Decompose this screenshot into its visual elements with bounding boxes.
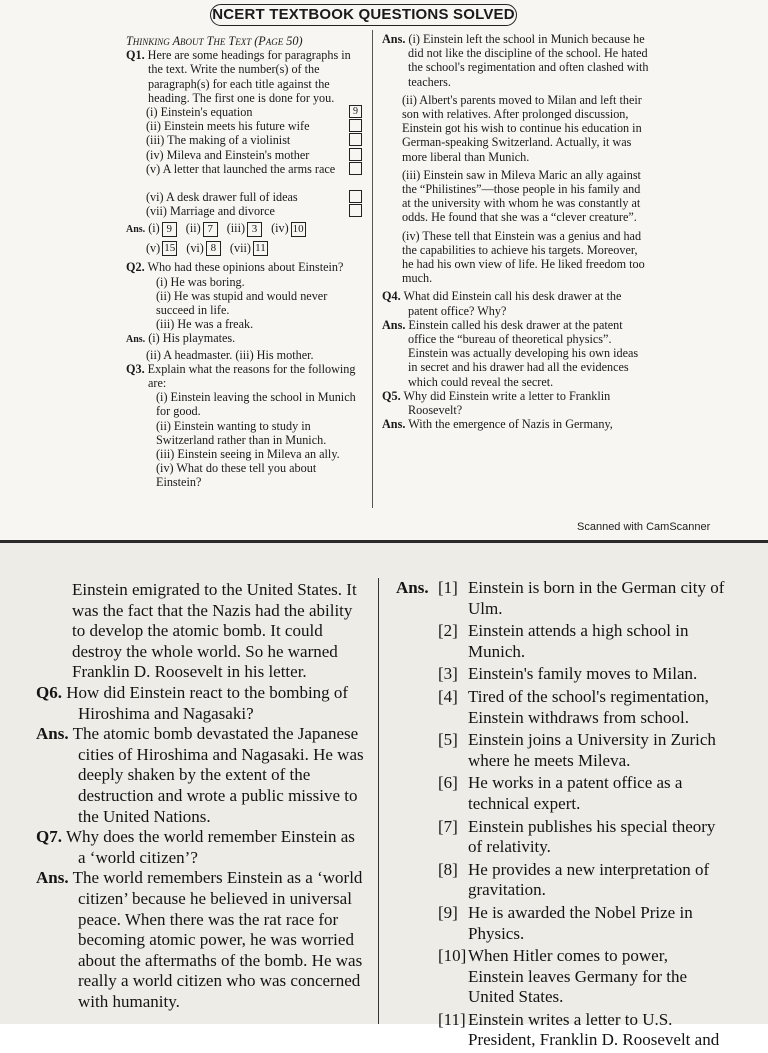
list-item — [146, 190, 362, 204]
answer-text: (ii) A headmaster. (iii) His mother. — [146, 347, 314, 362]
item-num: (v) — [146, 161, 161, 176]
answer-label: Ans. — [382, 417, 406, 432]
list-item — [396, 773, 726, 814]
item-num: [2] — [438, 621, 458, 641]
item-text: A desk drawer full of ideas — [165, 190, 298, 205]
item-num: (iii) — [146, 133, 165, 148]
answer-box — [349, 119, 362, 132]
scanner-caption: Scanned with CamScanner — [577, 521, 711, 533]
item-text: Marriage and divorce — [170, 204, 275, 219]
list-item: (ii) Einstein wanting to study in Switzerland rather than in Munich. — [156, 418, 327, 447]
item-num: (ii) — [146, 119, 161, 134]
question-3 — [126, 362, 362, 390]
list-item — [146, 204, 362, 218]
answer-box: 8 — [206, 241, 221, 256]
item-num: (v) — [146, 240, 161, 255]
list-item: (i) He was boring. — [156, 274, 245, 289]
question-label: Q7. — [36, 827, 62, 847]
list-item — [146, 162, 362, 176]
answer-text: (ii) Albert's parents moved to Milan and left their son with relatives. After prolonged discussion, Einstein got his wish to continue his education in German-speaking Switzerland. Actually, it was more liberal than Munich. — [402, 92, 642, 164]
item-num: [3] — [438, 664, 458, 684]
list-item: (i) Einstein leaving the school in Munich for good. — [156, 390, 356, 419]
answer-text: With the emergence of Nazis in Germany, — [408, 417, 613, 432]
item-text: Einstein meets his future wife — [163, 119, 310, 134]
left-column — [126, 34, 362, 490]
list-item — [146, 133, 362, 147]
answer-box: 15 — [164, 242, 176, 255]
q5-answer-continued: Einstein emigrated to the United States. It was the fact that the Nazis had the ability to develop the atomic bomb. It could destroy the whole world. So he warned Franklin D. Roosevelt in his letter. — [72, 580, 357, 682]
list-item — [146, 105, 362, 119]
item-num: (vi) — [186, 240, 204, 255]
item-num: [11] — [438, 1009, 466, 1029]
answer-text: Einstein called his desk drawer at the patent office the “bureau of theoretical physics”. Einstein was actually developing his own ideas in secret and his drawer had all the evidences which could reveal the secret. — [408, 317, 639, 389]
list-item — [396, 946, 726, 1008]
item-num: [8] — [438, 859, 458, 879]
list-item — [396, 621, 726, 662]
answer-label: Ans. — [382, 317, 406, 332]
q5-answer — [382, 417, 650, 431]
item-text: Einstein joins a University in Zurich where he meets Mileva. — [468, 730, 716, 770]
answer-label: Ans. — [36, 868, 69, 888]
item-text: Einstein's family moves to Milan. — [468, 664, 698, 684]
answer-box — [349, 148, 362, 161]
list-item: (iv) What do these tell you about Einstein? — [156, 461, 317, 490]
question-label: Q6. — [36, 682, 62, 702]
column-divider — [372, 30, 373, 508]
list-item — [396, 578, 726, 619]
answer-label: Ans. — [126, 224, 146, 236]
item-num: (i) — [146, 105, 158, 120]
q1-answer-row-1 — [126, 221, 362, 237]
item-num: [6] — [438, 773, 458, 793]
q7-answer — [36, 868, 366, 1012]
item-num: [4] — [438, 686, 458, 706]
item-num: (vii) — [146, 204, 167, 219]
list-item — [146, 119, 362, 133]
question-text: Why does the world remember Einstein as a ‘world citizen’? — [65, 827, 355, 867]
right-column — [382, 32, 650, 431]
q6-answer — [36, 724, 366, 827]
item-text: Einstein attends a high school in Munich. — [468, 621, 689, 661]
list-item — [396, 730, 726, 771]
left-column-page2 — [36, 580, 366, 1012]
question-text: How did Einstein react to the bombing of Hiroshima and Nagasaki? — [66, 682, 349, 723]
question-label: Q2. — [126, 260, 145, 275]
item-text: He works in a patent office as a technical expert. — [468, 773, 683, 813]
item-num: (iii) — [226, 221, 246, 236]
question-text: What did Einstein call his desk drawer at the patent office? Why? — [403, 289, 622, 318]
list-item: (iii) Einstein seeing in Mileva an ally. — [156, 446, 340, 461]
question-text: Here are some headings for paragraphs in the text. Write the number(s) of the paragraph(s) for each title against the heading. The first one is done for you. — [147, 48, 351, 105]
column-divider — [378, 578, 379, 1024]
question-text: Who had these opinions about Einstein? — [147, 260, 344, 275]
answer-box — [349, 162, 362, 175]
answer-text: The atomic bomb devastated the Japanese cities of Hiroshima and Nagasaki. He was deeply shaken by the extent of the destruction and wrote a public missive to the United Nations. — [72, 724, 364, 826]
answer-text: (iv) These tell that Einstein was a genius and had the capabilities to achieve his targets. Moreover, he had his own view of life. He liked freedom too much. — [402, 228, 645, 286]
item-text: Einstein publishes his special theory of relativity. — [468, 816, 716, 857]
answer-box: 7 — [203, 222, 218, 237]
q3-answer — [382, 32, 650, 89]
question-text: Why did Einstein write a letter to Franklin Roosevelt? — [403, 388, 611, 418]
question-label: Q1. — [126, 48, 145, 63]
item-num: (vi) — [146, 190, 164, 205]
list-item — [396, 903, 726, 944]
item-text: Einstein is born in the German city of Ulm. — [468, 578, 725, 618]
question-1 — [126, 48, 362, 105]
question-label: Q3. — [126, 361, 145, 376]
item-text: He provides a new interpretation of gravitation. — [468, 859, 710, 900]
list-item: (iii) He was a freak. — [156, 317, 254, 332]
answer-box: 9 — [162, 222, 177, 237]
item-text: When Hitler comes to power, Einstein leaves Germany for the United States. — [468, 946, 688, 1007]
answer-text: The world remembers Einstein as a ‘world citizen’ because he believed in universal peace. When there was the rat race for becoming atomic power, he was worried about the aftermaths of the bomb. He was really a world citizen who was concerned with humanity. — [72, 868, 363, 1011]
answer-box: 11 — [253, 241, 268, 256]
item-num: (iv) — [271, 221, 289, 236]
item-text: He is awarded the Nobel Prize in Physics. — [468, 902, 693, 943]
question-2 — [126, 260, 362, 274]
section-header: NCERT TEXTBOOK QUESTIONS SOLVED — [210, 4, 517, 26]
item-num: (iv) — [146, 147, 164, 162]
question-7 — [36, 827, 366, 868]
item-text: A letter that launched the arms race — [162, 161, 336, 176]
list-item — [396, 1010, 726, 1051]
item-text: Einstein writes a letter to U.S. President, Franklin D. Roosevelt and — [468, 1009, 720, 1050]
list-item — [396, 860, 726, 901]
list-item: (ii) He was stupid and would never succeed in life. — [156, 288, 328, 317]
item-text: Tired of the school's regimentation, Einstein withdraws from school. — [468, 686, 709, 727]
answer-label: Ans. — [396, 578, 429, 597]
q1-items — [126, 105, 362, 218]
answer-label: Ans. — [36, 724, 69, 744]
item-num: (ii) — [185, 221, 201, 236]
answer-box — [349, 204, 362, 217]
answer-label: Ans. — [126, 334, 146, 346]
question-6 — [36, 683, 366, 724]
answer-text: (i) His playmates. — [148, 331, 236, 346]
item-text: Einstein's equation — [160, 105, 253, 120]
item-text: The making of a violinist — [167, 133, 291, 148]
section-heading: Thinking About The Text (Page 50) — [126, 34, 303, 48]
item-num: [7] — [438, 816, 458, 836]
answer-text: (i) Einstein left the school in Munich because he did not like the discipline of the school. He hated the school's regimentation and often clashed with teachers. — [408, 32, 649, 89]
answer-label: Ans. — [382, 32, 406, 46]
q2-answer — [126, 331, 362, 347]
item-num: [10] — [438, 946, 467, 966]
list-item — [396, 817, 726, 858]
item-num: [9] — [438, 902, 458, 922]
question-5 — [382, 389, 650, 417]
question-label: Q4. — [382, 289, 401, 304]
answer-text: (iii) Einstein saw in Mileva Maric an ally against the “Philistines”—those people in his family and at the university with whom he was constantly at odds. He found that she was a “clever creature”. — [402, 167, 641, 225]
answer-box — [349, 190, 362, 203]
question-label: Q5. — [382, 388, 401, 403]
answer-box — [349, 133, 362, 146]
item-num: (vii) — [229, 240, 251, 255]
answer-box: 10 — [292, 223, 304, 236]
item-num: [5] — [438, 730, 458, 750]
item-num: (i) — [148, 221, 160, 236]
answer-box: 3 — [247, 222, 262, 237]
q4-answer — [382, 318, 650, 389]
list-item — [396, 664, 726, 685]
list-item — [396, 687, 726, 728]
right-column-page2 — [396, 578, 726, 1053]
answer-box: 9 — [349, 105, 362, 118]
item-text: Mileva and Einstein's mother — [166, 147, 310, 162]
q1-answer-row-2 — [126, 241, 362, 257]
item-num: [1] — [438, 578, 458, 597]
question-4 — [382, 289, 650, 317]
question-text: Explain what the reasons for the following are: — [147, 361, 356, 390]
list-item — [146, 148, 362, 162]
